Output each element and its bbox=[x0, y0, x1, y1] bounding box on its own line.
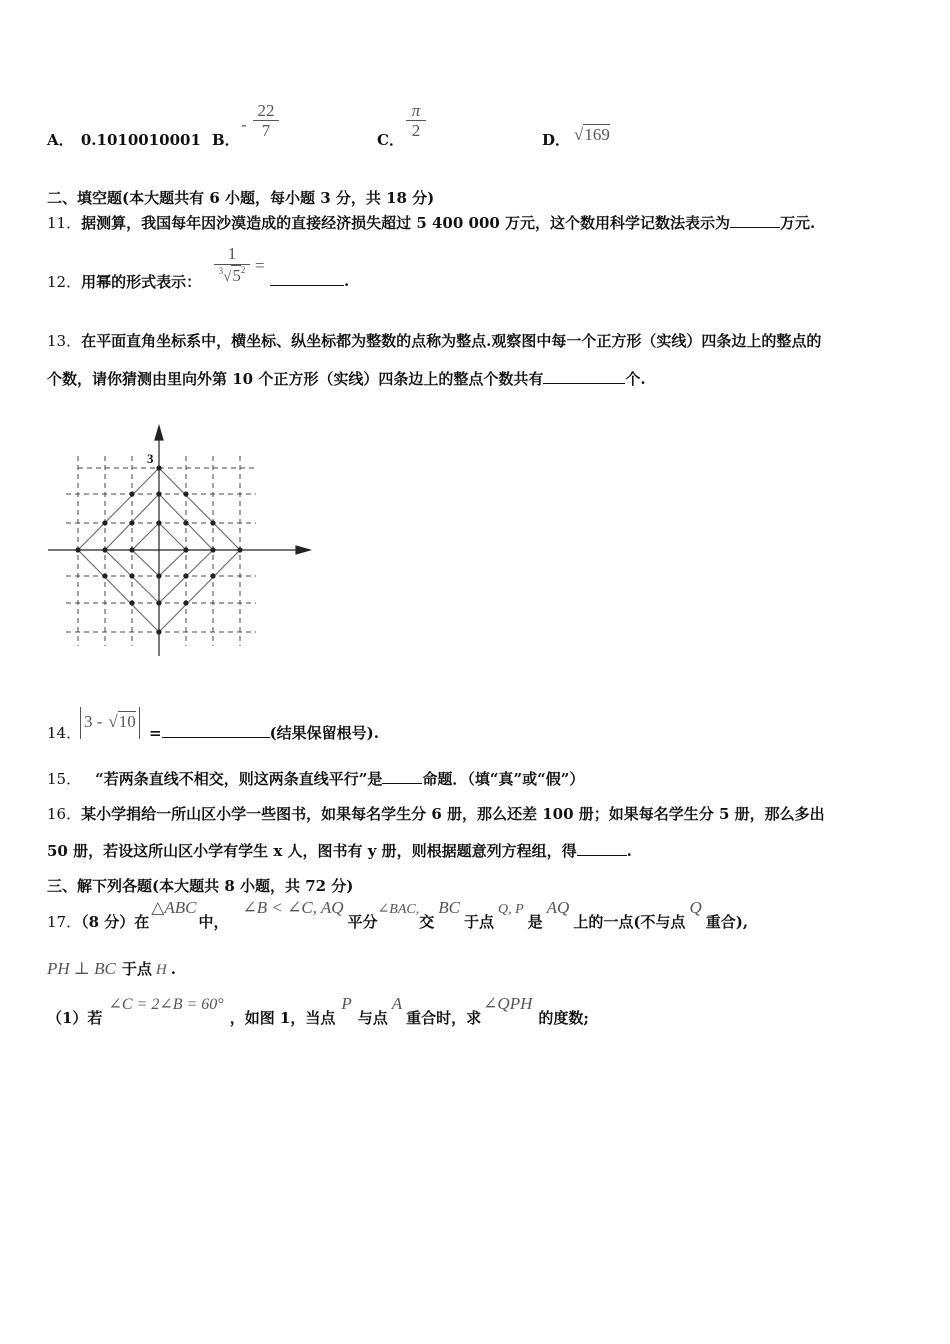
q17-text-1: 中， bbox=[198, 913, 229, 931]
question-15 bbox=[47, 768, 584, 789]
q16-line1: 某小学捐给一所山区小学一些图书，如果每名学生分 6 册，那么还差 100 册；如果每名学生分 5 册，那么多出 bbox=[81, 805, 825, 823]
option-c-numerator: π bbox=[411, 101, 421, 120]
lattice-point bbox=[237, 547, 242, 552]
lattice-point bbox=[102, 520, 107, 525]
q14-answer-blank[interactable] bbox=[162, 723, 270, 738]
lattice-point bbox=[129, 520, 134, 525]
option-c-label: C． bbox=[377, 131, 404, 149]
q11-text: 据测算，我国每年因沙漠造成的直接经济损失超过 5 400 000 万元，这个数用科学记数法表示为 bbox=[81, 214, 731, 232]
option-b-label: B． bbox=[212, 131, 240, 149]
q11-number: 11． bbox=[47, 214, 82, 232]
option-a-value: 0.1010010001 bbox=[80, 131, 201, 149]
option-d-label: D． bbox=[542, 131, 571, 149]
q17-points-qp: Q, P bbox=[497, 902, 524, 917]
q12-tail: . bbox=[344, 272, 350, 290]
option-c-denominator: 2 bbox=[406, 120, 426, 141]
option-a bbox=[47, 129, 201, 150]
q13-tail: 个. bbox=[625, 370, 646, 388]
section-3-heading: 三、解下列各题(本大题共 8 小题，共 72 分) bbox=[47, 877, 354, 895]
radical-icon: √ bbox=[574, 125, 584, 144]
lattice-point bbox=[102, 573, 107, 578]
q17-aq: AQ bbox=[546, 898, 570, 917]
lattice-point bbox=[156, 465, 161, 470]
q17-part1-label: （1）若 bbox=[47, 1009, 103, 1027]
q17-text-6: 上的一点(不与点 bbox=[573, 913, 686, 931]
q17-bc: BC bbox=[438, 898, 460, 917]
lattice-point bbox=[183, 491, 188, 496]
q17-angle-bac: ∠BAC, bbox=[377, 902, 420, 917]
x-axis-arrow-icon bbox=[296, 546, 310, 554]
y-axis-arrow-icon bbox=[155, 426, 163, 440]
question-17-part1 bbox=[47, 993, 589, 1033]
q12-exponent: 2 bbox=[240, 265, 246, 275]
q17-number: 17． bbox=[47, 913, 82, 931]
question-16-line1 bbox=[47, 803, 825, 824]
question-13-line2 bbox=[47, 368, 646, 389]
q12-equals: = bbox=[255, 256, 265, 275]
q12-answer-blank[interactable] bbox=[270, 271, 344, 286]
lattice-point bbox=[183, 573, 188, 578]
q15-answer-blank[interactable] bbox=[382, 769, 422, 784]
question-13-line1 bbox=[47, 330, 821, 351]
q12-number: 12． bbox=[47, 273, 82, 291]
lattice-point bbox=[156, 629, 161, 634]
q17-part1-p: P bbox=[341, 994, 352, 1013]
q14-expr-a: 3 - bbox=[84, 712, 103, 731]
q17-part1-text-3: 重合时，求 bbox=[406, 1009, 482, 1027]
option-b-fraction bbox=[253, 101, 279, 141]
q17-part1-a: A bbox=[391, 994, 403, 1013]
q17-triangle: △ABC bbox=[151, 898, 197, 917]
question-17-line1 bbox=[47, 897, 748, 937]
q13-line1: 在平面直角坐标系中，横坐标、纵坐标都为整数的点称为整点.观察图中每一个正方形（实线）四条边上的整点的 bbox=[81, 332, 822, 350]
q16-number: 16． bbox=[47, 805, 82, 823]
question-11 bbox=[47, 212, 815, 233]
q12-answer bbox=[270, 271, 349, 290]
lattice-point bbox=[183, 600, 188, 605]
q17-condition: ∠B < ∠C, AQ bbox=[242, 898, 344, 917]
option-b-numerator: 22 bbox=[257, 101, 275, 120]
q17-part1-text-2: 与点 bbox=[357, 1009, 388, 1027]
q17-text-4: 于点 bbox=[463, 913, 494, 931]
option-d-radicand: 169 bbox=[584, 125, 610, 144]
option-b-denominator: 7 bbox=[253, 120, 279, 141]
q17-part1-text-1: ，如图 1，当点 bbox=[229, 1009, 336, 1027]
q13-number: 13． bbox=[47, 332, 82, 350]
lattice-point bbox=[156, 491, 161, 496]
q13-answer-blank[interactable] bbox=[543, 369, 625, 384]
lattice-point bbox=[129, 573, 134, 578]
lattice-point bbox=[183, 547, 188, 552]
lattice-point bbox=[210, 520, 215, 525]
q16-tail: . bbox=[626, 842, 632, 860]
q14-number: 14． bbox=[47, 724, 82, 742]
lattice-point bbox=[129, 491, 134, 496]
q16-line2: 50 册，若设这所山区小学有学生 x 人，图书有 y 册，则根据题意列方程组，得 bbox=[47, 842, 577, 860]
q14-equals: = bbox=[149, 724, 162, 742]
radical-icon: √ bbox=[108, 712, 118, 731]
question-16-line2 bbox=[47, 840, 632, 861]
lattice-point bbox=[156, 573, 161, 578]
lattice-point bbox=[129, 600, 134, 605]
q16-answer-blank[interactable] bbox=[577, 841, 627, 856]
q17-q: Q bbox=[689, 898, 702, 917]
question-12-lead bbox=[47, 271, 201, 292]
q15-number: 15． bbox=[47, 770, 82, 788]
section-2-heading: 二、填空题(本大题共有 6 小题，每小题 3 分，共 18 分) bbox=[47, 189, 435, 207]
q12-base: 5 bbox=[232, 266, 241, 285]
q17-text-8: 于点 bbox=[121, 960, 152, 978]
q12-denominator: $^3√5^2$ bbox=[214, 264, 250, 289]
lattice-point bbox=[210, 573, 215, 578]
grid-lines bbox=[66, 456, 256, 646]
lattice-point bbox=[183, 520, 188, 525]
q14-absolute-value bbox=[80, 707, 140, 739]
q17-part1-angle-qph: ∠QPH bbox=[483, 994, 533, 1013]
q14-tail: (结果保留根号). bbox=[269, 724, 379, 742]
q17-text-7: 重合), bbox=[705, 913, 749, 931]
option-c-fraction bbox=[406, 101, 426, 141]
y-axis-label-3: 3 bbox=[147, 451, 154, 466]
lattice-point bbox=[210, 547, 215, 552]
lattice-point bbox=[102, 547, 107, 552]
q12-text: 用幂的形式表示： bbox=[81, 273, 202, 291]
q17-h: H bbox=[155, 962, 167, 978]
q17-text-3: 交 bbox=[419, 913, 435, 931]
q17-text-9: . bbox=[170, 960, 176, 978]
option-b-sign: - bbox=[241, 115, 247, 134]
q17-part1-text-4: 的度数; bbox=[538, 1009, 589, 1027]
q12-numerator: 1 bbox=[227, 244, 237, 263]
lattice-point bbox=[129, 547, 134, 552]
q17-ph-perp-bc: PH ⊥ BC bbox=[47, 959, 116, 978]
q15-text: “若两条直线不相交，则这两条直线平行”是 bbox=[95, 770, 383, 788]
q13-grid-figure bbox=[44, 420, 314, 662]
question-17-line2 bbox=[47, 958, 176, 979]
q12-fraction bbox=[214, 244, 250, 289]
option-d-expression bbox=[574, 125, 610, 145]
q17-points: （8 分）在 bbox=[81, 913, 150, 931]
q17-part1-condition: ∠C = 2∠B = 60° bbox=[108, 996, 224, 1013]
q14-answer bbox=[149, 722, 379, 743]
option-a-label: A． bbox=[47, 131, 74, 149]
lattice-point bbox=[156, 520, 161, 525]
lattice-point bbox=[75, 547, 80, 552]
lattice-point bbox=[156, 600, 161, 605]
q11-tail: 万元. bbox=[780, 214, 816, 232]
q17-text-5: 是 bbox=[527, 913, 543, 931]
q17-text-2: 平分 bbox=[347, 913, 378, 931]
q12-root-index: 3 bbox=[218, 266, 224, 276]
q11-answer-blank[interactable] bbox=[730, 213, 780, 228]
q14-radicand: 10 bbox=[118, 712, 136, 731]
q13-line2: 个数，请你猜测由里向外第 10 个正方形（实线）四条边上的整点个数共有 bbox=[47, 370, 544, 388]
q15-tail: 命题．（填“真”或“假”） bbox=[422, 770, 585, 788]
